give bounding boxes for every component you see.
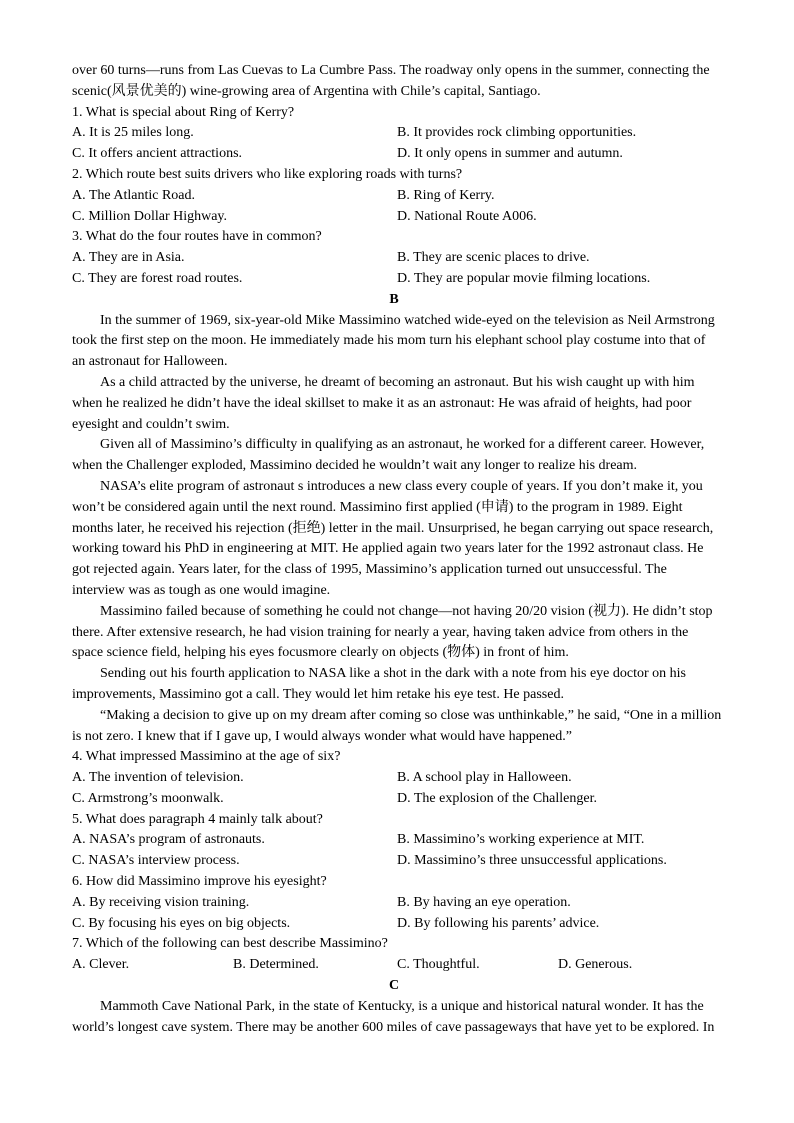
option-b: B. By having an eye operation. <box>397 894 571 910</box>
passage-line: scenic(风景优美的) wine-growing area of Argentina with Chile’s capital, Santiago. <box>72 83 541 99</box>
passage-line: world’s longest cave system. There may be another 600 miles of cave passageways that have yet to be explored. In <box>72 1019 715 1035</box>
question-2 <box>72 165 716 227</box>
option-d: D. Generous. <box>558 957 633 973</box>
question-5 <box>72 810 716 872</box>
option-b: B. Determined. <box>233 957 319 973</box>
passage-line: In the summer of 1969, six-year-old Mike Massimino watched wide-eyed on the television as Neil Armstrong <box>100 312 715 328</box>
question-stem: 1. What is special about Ring of Kerry? <box>72 104 295 120</box>
passage-line: when the Challenger exploded, Massimino decided he wouldn’t wait any longer to realize his dream. <box>72 458 638 474</box>
paragraph <box>72 311 716 373</box>
option-d: D. National Route A006. <box>397 208 537 224</box>
passage-line: working toward his PhD in engineering at MIT. He applied again two years later for the 1992 astronaut class. He <box>72 541 704 557</box>
passage-line: when he realized he didn’t have the ideal skillset to make it as an astronaut: He was afraid of heights, had poor <box>72 395 692 411</box>
option-d: D. Massimino’s three unsuccessful applications. <box>397 853 667 869</box>
option-row <box>72 768 716 789</box>
paragraph <box>72 602 716 664</box>
option-c: C. Armstrong’s moonwalk. <box>72 790 224 806</box>
option-row <box>72 144 716 165</box>
option-b: B. Massimino’s working experience at MIT. <box>397 832 645 848</box>
question-stem: 5. What does paragraph 4 mainly talk about? <box>72 811 323 827</box>
option-b: B. Ring of Kerry. <box>397 187 495 203</box>
option-row <box>72 789 716 810</box>
option-row <box>72 248 716 269</box>
option-a: A. NASA’s program of astronauts. <box>72 832 265 848</box>
passage-line: over 60 turns—runs from Las Cuevas to La Cumbre Pass. The roadway only opens in the summer, connecting the <box>72 63 710 78</box>
option-row <box>72 830 716 851</box>
option-c: C. NASA’s interview process. <box>72 853 240 869</box>
passage-line: NASA’s elite program of astronaut s introduces a new class every couple of years. If you don’t make it, you <box>100 478 703 494</box>
option-a: A. Clever. <box>72 957 130 973</box>
option-d: D. By following his parents’ advice. <box>397 915 600 931</box>
option-c: C. By focusing his eyes on big objects. <box>72 915 291 931</box>
option-c: C. Thoughtful. <box>397 957 480 973</box>
option-c: C. It offers ancient attractions. <box>72 146 243 162</box>
option-a: A. By receiving vision training. <box>72 894 250 910</box>
option-row <box>72 186 716 207</box>
question-1 <box>72 103 716 165</box>
question-stem: 7. Which of the following can best describe Massimino? <box>72 936 388 952</box>
question-stem: 3. What do the four routes have in common? <box>72 229 322 245</box>
paragraph <box>72 373 716 435</box>
option-b: B. A school play in Halloween. <box>397 770 572 786</box>
option-row <box>72 851 716 872</box>
question-stem: 2. Which route best suits drivers who like exploring roads with turns? <box>72 166 463 182</box>
option-row <box>72 207 716 228</box>
option-a: A. The invention of television. <box>72 770 244 786</box>
passage-line: improvements, Massimino got a call. They would let him retake his eye test. He passed. <box>72 686 564 702</box>
passage-line: As a child attracted by the universe, he dreamt of becoming an astronaut. But his wish caught up with him <box>100 374 695 390</box>
paragraph <box>72 664 716 706</box>
question-stem: 6. How did Massimino improve his eyesight? <box>72 874 327 890</box>
paragraph <box>72 997 716 1039</box>
passage-line: an astronaut for Halloween. <box>72 354 228 370</box>
passage-line: “Making a decision to give up on my dream after coming so close was unthinkable,” he said, “One in a million <box>100 707 722 723</box>
passage-line: got rejected again. Years later, for the class of 1995, Massimino’s application turned out unsuccessful. The <box>72 562 667 578</box>
option-row <box>72 123 716 144</box>
option-a: A. The Atlantic Road. <box>72 187 195 203</box>
passage-line: Sending out his fourth application to NASA like a shot in the dark with a note from his eye doctor on his <box>100 666 686 682</box>
option-d: D. The explosion of the Challenger. <box>397 790 597 806</box>
passage-line: there. After extensive research, he had vision training for nearly a year, having taken advice from others in the <box>72 624 689 640</box>
passage-line: won’t be considered again until the next round. Massimino first applied (申请) to the program in 1989. Eight <box>72 499 683 515</box>
passage-line: months later, he received his rejection (拒绝) letter in the mail. Unsurprised, he began carrying out space research, <box>72 520 714 536</box>
option-c: C. Million Dollar Highway. <box>72 208 228 224</box>
passage-line: Massimino failed because of something he could not change—not having 20/20 vision (视力). He didn’t stop <box>100 603 713 619</box>
passage-line: Given all of Massimino’s difficulty in qualifying as an astronaut, he worked for a different career. However, <box>100 437 705 453</box>
option-d: D. It only opens in summer and autumn. <box>397 146 623 162</box>
paragraph <box>72 477 716 602</box>
passage-line: space science field, helping his eyes focusmore clearly on objects (物体) in front of him. <box>72 645 569 661</box>
passage-a-tail <box>72 61 716 103</box>
paragraph <box>72 706 722 748</box>
paragraph <box>72 435 716 477</box>
option-b: B. It provides rock climbing opportunities. <box>397 125 637 141</box>
option-a: A. It is 25 miles long. <box>72 125 194 141</box>
option-a: A. They are in Asia. <box>72 250 185 266</box>
passage-line: is not zero. I knew that if I gave up, I would always wonder what would have happened.” <box>72 728 572 744</box>
passage-line: Mammoth Cave National Park, in the state of Kentucky, is a unique and historical natural wonder. It has the <box>100 998 704 1014</box>
question-4 <box>72 747 716 809</box>
passage-line: took the first step on the moon. He immediately made his mom turn his elephant school play costume into that of <box>72 333 706 349</box>
option-d: D. They are popular movie filming locations. <box>397 270 651 286</box>
option-row <box>72 955 716 976</box>
question-7 <box>72 934 716 976</box>
question-3 <box>72 227 716 289</box>
option-b: B. They are scenic places to drive. <box>397 250 590 266</box>
exam-page <box>72 61 722 1038</box>
option-row <box>72 269 716 290</box>
question-stem: 4. What impressed Massimino at the age of six? <box>72 749 341 765</box>
option-c: C. They are forest road routes. <box>72 270 243 286</box>
question-6 <box>72 872 716 934</box>
section-heading-c: C <box>388 978 400 994</box>
option-row <box>72 893 716 914</box>
passage-line: eyesight and couldn’t swim. <box>72 416 230 432</box>
passage-line: interview was as tough as one would imagine. <box>72 582 331 598</box>
option-row <box>72 914 716 935</box>
section-heading-b: B <box>389 291 399 307</box>
